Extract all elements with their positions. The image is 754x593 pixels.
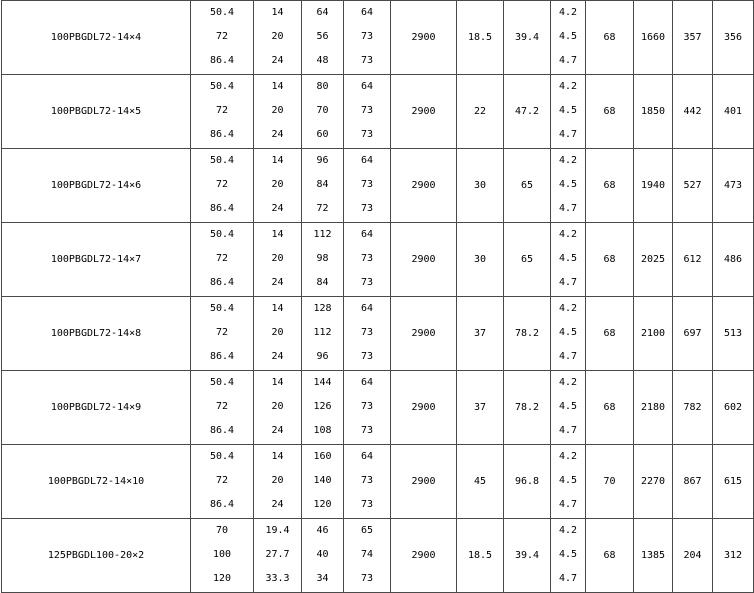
cell-noise: 68 (586, 519, 634, 593)
cell-value: 4.2 (558, 229, 578, 240)
cell-value: 24 (271, 203, 284, 214)
cell-value: 50.4 (209, 81, 235, 92)
table-row (2, 371, 754, 445)
cell-value: 64 (360, 229, 374, 240)
cell-flow (191, 149, 254, 223)
cell-power: 45 (457, 445, 504, 519)
cell-value: 73 (360, 31, 374, 42)
cell-speed: 2900 (391, 297, 457, 371)
cell-value: 73 (360, 277, 374, 288)
cell-value: 86.4 (209, 129, 235, 140)
cell-value: 4.2 (558, 451, 578, 462)
cell-head (254, 297, 302, 371)
cell-value: 73 (360, 351, 374, 362)
cell-dim-a: 204 (673, 519, 713, 593)
cell-dim-b: 615 (713, 445, 754, 519)
cell-power: 30 (457, 149, 504, 223)
cell-value: 4.7 (558, 573, 578, 584)
cell-value: 126 (313, 401, 332, 412)
cell-value: 4.7 (558, 351, 578, 362)
cell-value: 73 (360, 105, 374, 116)
cell-value: 73 (360, 179, 374, 190)
cell-noise: 68 (586, 223, 634, 297)
cell-value: 144 (313, 377, 332, 388)
pump-spec-table (1, 0, 754, 593)
cell-value: 86.4 (209, 55, 235, 66)
cell-value: 4.7 (558, 277, 578, 288)
cell-dim-b: 486 (713, 223, 754, 297)
cell-dim-b: 473 (713, 149, 754, 223)
cell-power: 18.5 (457, 519, 504, 593)
cell-value: 50.4 (209, 303, 235, 314)
cell-dim-b: 513 (713, 297, 754, 371)
table-row (2, 445, 754, 519)
cell-value: 27.7 (265, 549, 290, 560)
cell-value: 4.2 (558, 155, 578, 166)
cell-value: 96 (316, 351, 329, 362)
cell-flow (191, 223, 254, 297)
cell-value: 4.2 (558, 525, 578, 536)
cell-value: 14 (271, 7, 284, 18)
cell-power: 37 (457, 297, 504, 371)
table-row (2, 223, 754, 297)
cell-value: 4.5 (558, 253, 578, 264)
cell-value: 72 (215, 253, 229, 264)
cell-value: 86.4 (209, 277, 235, 288)
cell-flow (191, 1, 254, 75)
cell-value: 4.7 (558, 129, 578, 140)
cell-value: 4.7 (558, 203, 578, 214)
cell-value: 19.4 (265, 525, 290, 536)
cell-value: 4.5 (558, 401, 578, 412)
cell-value: 33.3 (265, 573, 290, 584)
table-row (2, 297, 754, 371)
cell-model: 125PBGDL100-20×2 (2, 519, 191, 593)
cell-model: 100PBGDL72-14×6 (2, 149, 191, 223)
cell-value: 20 (271, 31, 284, 42)
cell-efficiency (344, 75, 391, 149)
cell-motor: 39.4 (504, 1, 551, 75)
cell-power: 22 (457, 75, 504, 149)
cell-value: 4.2 (558, 377, 578, 388)
cell-value: 84 (316, 179, 329, 190)
table-row (2, 519, 754, 593)
cell-dim-a: 357 (673, 1, 713, 75)
cell-value: 86.4 (209, 499, 235, 510)
cell-value: 70 (316, 105, 329, 116)
cell-total-head (302, 371, 344, 445)
cell-weight: 2180 (634, 371, 673, 445)
cell-dim-a: 527 (673, 149, 713, 223)
cell-noise: 68 (586, 149, 634, 223)
table-row (2, 149, 754, 223)
cell-total-head (302, 445, 344, 519)
cell-value: 86.4 (209, 425, 235, 436)
cell-flow (191, 297, 254, 371)
cell-motor: 39.4 (504, 519, 551, 593)
cell-value: 72 (215, 179, 229, 190)
cell-value: 4.7 (558, 499, 578, 510)
cell-flow (191, 75, 254, 149)
cell-value: 50.4 (209, 155, 235, 166)
cell-npsh (551, 445, 586, 519)
cell-flow (191, 519, 254, 593)
cell-value: 128 (313, 303, 332, 314)
cell-value: 64 (360, 7, 374, 18)
cell-noise: 70 (586, 445, 634, 519)
cell-value: 73 (360, 327, 374, 338)
cell-speed: 2900 (391, 149, 457, 223)
cell-value: 46 (316, 525, 329, 536)
cell-value: 4.5 (558, 31, 578, 42)
cell-head (254, 149, 302, 223)
cell-value: 4.2 (558, 303, 578, 314)
cell-npsh (551, 297, 586, 371)
cell-value: 24 (271, 351, 284, 362)
cell-value: 4.5 (558, 105, 578, 116)
cell-weight: 2100 (634, 297, 673, 371)
cell-value: 73 (360, 55, 374, 66)
cell-value: 14 (271, 229, 284, 240)
cell-value: 50.4 (209, 7, 235, 18)
cell-dim-b: 401 (713, 75, 754, 149)
cell-model: 100PBGDL72-14×10 (2, 445, 191, 519)
cell-motor: 96.8 (504, 445, 551, 519)
cell-value: 73 (360, 203, 374, 214)
cell-head (254, 519, 302, 593)
cell-value: 100 (212, 549, 232, 560)
cell-value: 73 (360, 499, 374, 510)
cell-speed: 2900 (391, 371, 457, 445)
cell-value: 20 (271, 105, 284, 116)
cell-value: 14 (271, 451, 284, 462)
cell-weight: 2270 (634, 445, 673, 519)
cell-value: 4.5 (558, 549, 578, 560)
cell-value: 96 (316, 155, 329, 166)
cell-total-head (302, 297, 344, 371)
cell-total-head (302, 519, 344, 593)
cell-noise: 68 (586, 1, 634, 75)
cell-dim-b: 312 (713, 519, 754, 593)
table-row (2, 75, 754, 149)
cell-efficiency (344, 149, 391, 223)
cell-speed: 2900 (391, 75, 457, 149)
cell-power: 30 (457, 223, 504, 297)
cell-value: 40 (316, 549, 329, 560)
cell-model: 100PBGDL72-14×9 (2, 371, 191, 445)
cell-model: 100PBGDL72-14×7 (2, 223, 191, 297)
cell-value: 48 (316, 55, 329, 66)
cell-value: 112 (313, 229, 332, 240)
cell-head (254, 445, 302, 519)
cell-value: 4.7 (558, 55, 578, 66)
cell-npsh (551, 371, 586, 445)
cell-value: 73 (360, 573, 374, 584)
cell-weight: 2025 (634, 223, 673, 297)
cell-value: 50.4 (209, 451, 235, 462)
cell-value: 24 (271, 129, 284, 140)
cell-dim-a: 612 (673, 223, 713, 297)
cell-value: 84 (316, 277, 329, 288)
cell-weight: 1385 (634, 519, 673, 593)
cell-dim-a: 697 (673, 297, 713, 371)
cell-value: 24 (271, 499, 284, 510)
cell-value: 14 (271, 377, 284, 388)
cell-dim-b: 356 (713, 1, 754, 75)
cell-total-head (302, 149, 344, 223)
cell-value: 24 (271, 277, 284, 288)
cell-model: 100PBGDL72-14×8 (2, 297, 191, 371)
cell-value: 86.4 (209, 351, 235, 362)
cell-value: 73 (360, 129, 374, 140)
cell-total-head (302, 223, 344, 297)
cell-total-head (302, 1, 344, 75)
cell-value: 73 (360, 425, 374, 436)
cell-value: 98 (316, 253, 329, 264)
cell-value: 80 (316, 81, 329, 92)
cell-value: 56 (316, 31, 329, 42)
cell-motor: 65 (504, 149, 551, 223)
cell-value: 64 (360, 303, 374, 314)
cell-speed: 2900 (391, 223, 457, 297)
cell-value: 72 (215, 31, 229, 42)
cell-noise: 68 (586, 75, 634, 149)
table-row (2, 1, 754, 75)
cell-value: 73 (360, 401, 374, 412)
cell-value: 120 (313, 499, 332, 510)
cell-value: 108 (313, 425, 332, 436)
cell-weight: 1850 (634, 75, 673, 149)
cell-motor: 78.2 (504, 371, 551, 445)
cell-value: 20 (271, 401, 284, 412)
cell-value: 72 (215, 475, 229, 486)
cell-value: 64 (360, 377, 374, 388)
cell-model: 100PBGDL72-14×4 (2, 1, 191, 75)
cell-value: 140 (313, 475, 332, 486)
cell-motor: 47.2 (504, 75, 551, 149)
cell-value: 4.5 (558, 327, 578, 338)
cell-value: 72 (215, 401, 229, 412)
cell-value: 72 (215, 105, 229, 116)
cell-power: 18.5 (457, 1, 504, 75)
cell-value: 74 (360, 549, 374, 560)
cell-head (254, 1, 302, 75)
cell-value: 64 (316, 7, 329, 18)
cell-npsh (551, 75, 586, 149)
cell-value: 73 (360, 253, 374, 264)
cell-efficiency (344, 371, 391, 445)
cell-value: 20 (271, 327, 284, 338)
cell-efficiency (344, 223, 391, 297)
cell-value: 24 (271, 425, 284, 436)
cell-weight: 1660 (634, 1, 673, 75)
cell-value: 112 (313, 327, 332, 338)
cell-value: 20 (271, 253, 284, 264)
cell-dim-a: 442 (673, 75, 713, 149)
cell-value: 4.7 (558, 425, 578, 436)
cell-value: 60 (316, 129, 329, 140)
cell-value: 34 (316, 573, 329, 584)
cell-value: 72 (215, 327, 229, 338)
cell-efficiency (344, 519, 391, 593)
cell-value: 50.4 (209, 229, 235, 240)
cell-value: 64 (360, 451, 374, 462)
cell-npsh (551, 149, 586, 223)
cell-power: 37 (457, 371, 504, 445)
cell-efficiency (344, 297, 391, 371)
cell-efficiency (344, 445, 391, 519)
cell-flow (191, 371, 254, 445)
cell-value: 4.2 (558, 81, 578, 92)
cell-dim-a: 782 (673, 371, 713, 445)
cell-head (254, 223, 302, 297)
cell-npsh (551, 1, 586, 75)
cell-head (254, 75, 302, 149)
table-body (2, 1, 754, 593)
cell-value: 73 (360, 475, 374, 486)
cell-value: 160 (313, 451, 332, 462)
cell-noise: 68 (586, 297, 634, 371)
cell-dim-b: 602 (713, 371, 754, 445)
cell-value: 70 (215, 525, 229, 536)
cell-value: 14 (271, 155, 284, 166)
cell-speed: 2900 (391, 445, 457, 519)
cell-value: 72 (316, 203, 329, 214)
cell-value: 50.4 (209, 377, 235, 388)
cell-value: 64 (360, 155, 374, 166)
cell-motor: 65 (504, 223, 551, 297)
cell-flow (191, 445, 254, 519)
cell-value: 86.4 (209, 203, 235, 214)
cell-value: 14 (271, 81, 284, 92)
cell-dim-a: 867 (673, 445, 713, 519)
cell-value: 65 (360, 525, 374, 536)
cell-value: 4.2 (558, 7, 578, 18)
cell-total-head (302, 75, 344, 149)
cell-value: 4.5 (558, 179, 578, 190)
cell-value: 4.5 (558, 475, 578, 486)
cell-value: 120 (212, 573, 232, 584)
cell-value: 24 (271, 55, 284, 66)
cell-weight: 1940 (634, 149, 673, 223)
cell-npsh (551, 519, 586, 593)
cell-model: 100PBGDL72-14×5 (2, 75, 191, 149)
cell-value: 20 (271, 475, 284, 486)
cell-value: 64 (360, 81, 374, 92)
cell-motor: 78.2 (504, 297, 551, 371)
cell-speed: 2900 (391, 1, 457, 75)
cell-value: 20 (271, 179, 284, 190)
cell-head (254, 371, 302, 445)
cell-speed: 2900 (391, 519, 457, 593)
cell-noise: 68 (586, 371, 634, 445)
cell-value: 14 (271, 303, 284, 314)
cell-efficiency (344, 1, 391, 75)
cell-npsh (551, 223, 586, 297)
